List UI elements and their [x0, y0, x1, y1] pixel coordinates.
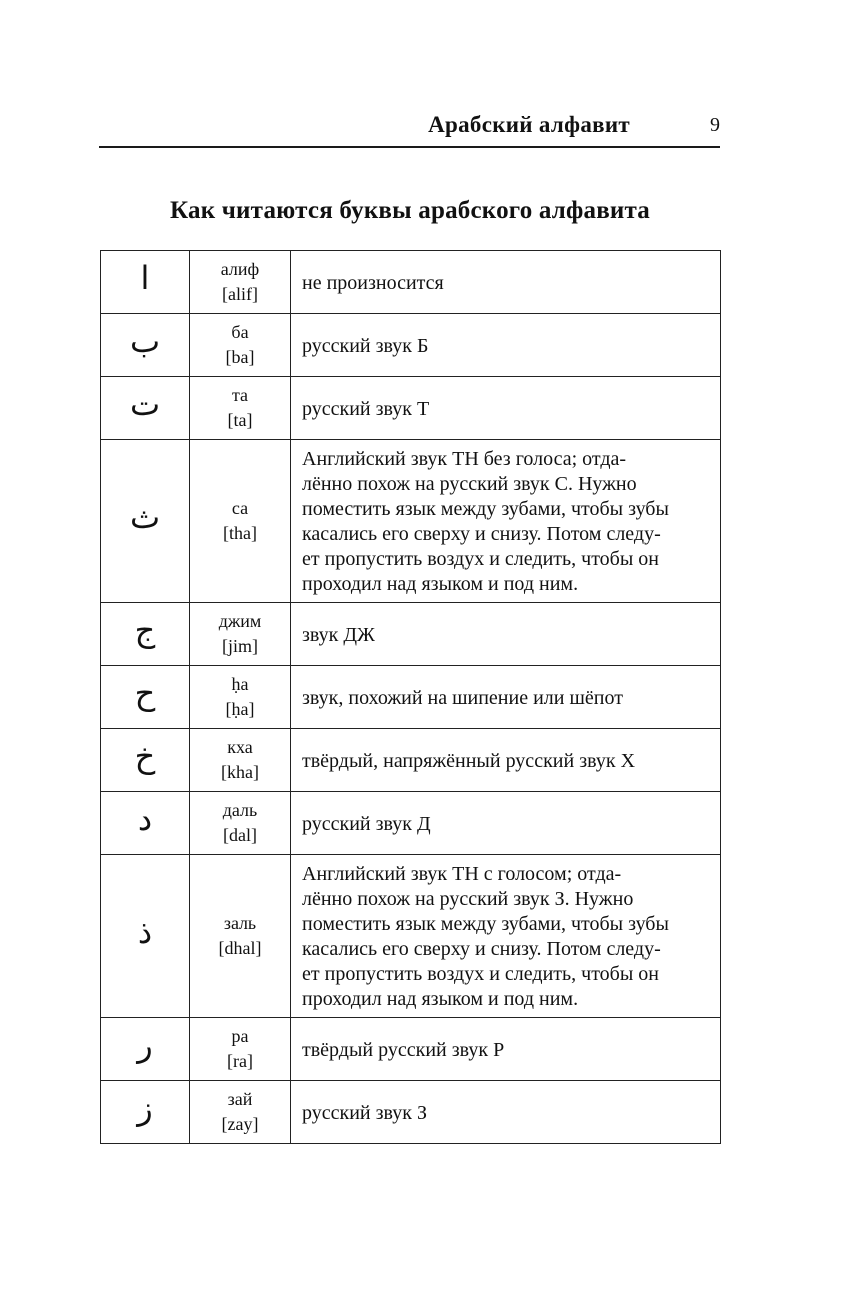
letter-name: джим [218, 611, 262, 631]
letter-name: ра [231, 1026, 249, 1046]
pronunciation-line: звук ДЖ [302, 623, 375, 646]
arabic-letter: ح [134, 674, 156, 712]
arabic-letter: ا [140, 259, 150, 297]
letter-name: ба [231, 322, 249, 342]
pronunciation-line: не произносится [302, 271, 444, 294]
arabic-letter: ب [129, 322, 161, 360]
arabic-letter-cell [101, 666, 190, 729]
pronunciation-line: проходил над языком и под ним. [302, 573, 579, 595]
arabic-letter: د [137, 800, 153, 838]
letter-name: зай [227, 1089, 253, 1109]
pronunciation-line: проходил над языком и под ним. [302, 988, 579, 1010]
letter-name: кха [227, 737, 253, 757]
pronunciation-line: русский звук Д [302, 812, 431, 835]
pronunciation-cell [291, 855, 721, 1018]
pronunciation-text [302, 742, 712, 779]
pronunciation-cell [291, 377, 721, 440]
letter-name: алиф [220, 259, 260, 279]
pronunciation-line: лённо похож на русский звук С. Нужно [302, 473, 637, 495]
arabic-letter-cell [101, 603, 190, 666]
pronunciation-line: русский звук Б [302, 334, 429, 357]
arabic-letter-cell [101, 251, 190, 314]
arabic-letter-cell [101, 1018, 190, 1081]
pronunciation-line: звук, похожий на шипение или шёпот [302, 686, 623, 709]
letter-row [101, 251, 721, 314]
letter-transliteration: [ba] [225, 347, 255, 367]
letter-transliteration: [dal] [223, 825, 257, 845]
letter-row [101, 1081, 721, 1144]
pronunciation-line: касались его сверху и снизу. Потом следу- [302, 523, 661, 545]
pronunciation-text [302, 264, 712, 301]
arabic-letter: ر [137, 1026, 153, 1064]
arabic-letter: ث [129, 498, 161, 536]
letter-name-cell [190, 603, 291, 666]
letter-name-cell [190, 314, 291, 377]
pronunciation-cell [291, 729, 721, 792]
pronunciation-text [302, 390, 712, 427]
letter-name: та [231, 385, 249, 405]
alphabet-table-body [101, 251, 721, 1144]
letter-name-cell [190, 792, 291, 855]
pronunciation-line: ет пропустить воздух и следить, чтобы он [302, 963, 659, 985]
letter-name: ḥа [231, 674, 249, 694]
letter-transliteration: [dhal] [218, 938, 262, 958]
pronunciation-line: ет пропустить воздух и следить, чтобы он [302, 548, 659, 570]
letter-transliteration: [ra] [227, 1051, 253, 1071]
pronunciation-line: русский звук Т [302, 397, 430, 420]
pronunciation-cell [291, 603, 721, 666]
arabic-letter-cell [101, 440, 190, 603]
letter-name: са [231, 498, 249, 518]
page-title: Как читаются буквы арабского алфавита [170, 197, 650, 224]
letter-row [101, 1018, 721, 1081]
letter-name-cell [190, 251, 291, 314]
letter-name-cell [190, 1081, 291, 1144]
letter-transliteration: [ḥa] [225, 699, 255, 719]
letter-row [101, 440, 721, 603]
letter-row [101, 603, 721, 666]
pronunciation-line: твёрдый русский звук Р [302, 1038, 505, 1061]
pronunciation-line: твёрдый, напряжённый русский звук Х [302, 749, 636, 772]
arabic-letter-cell [101, 314, 190, 377]
pronunciation-line: Английский звук TH с голосом; отда- [302, 863, 622, 885]
letter-name-cell [190, 440, 291, 603]
arabic-letter-cell [101, 855, 190, 1018]
pronunciation-cell [291, 666, 721, 729]
letter-row [101, 855, 721, 1018]
pronunciation-text [302, 1094, 712, 1131]
pronunciation-line: русский звук З [302, 1101, 428, 1124]
pronunciation-cell [291, 1018, 721, 1081]
letter-transliteration: [jim] [222, 636, 258, 656]
letter-transliteration: [alif] [222, 284, 258, 304]
pronunciation-line: Английский звук TH без голоса; отда- [302, 448, 627, 470]
arabic-letter: ت [129, 385, 161, 423]
pronunciation-text [302, 805, 712, 842]
pronunciation-text [302, 327, 712, 364]
pronunciation-text [302, 1031, 712, 1068]
pronunciation-text [302, 855, 712, 1017]
pronunciation-text [302, 679, 712, 716]
letter-row [101, 729, 721, 792]
pronunciation-line: поместить язык между зубами, чтобы зубы [302, 913, 669, 935]
letter-transliteration: [ta] [227, 410, 253, 430]
letter-row [101, 314, 721, 377]
arabic-letter-cell [101, 729, 190, 792]
letter-name-cell [190, 1018, 291, 1081]
pronunciation-cell [291, 251, 721, 314]
arabic-letter-cell [101, 1081, 190, 1144]
pronunciation-line: поместить язык между зубами, чтобы зубы [302, 498, 669, 520]
pronunciation-line: касались его сверху и снизу. Потом следу- [302, 938, 661, 960]
letter-transliteration: [kha] [221, 762, 259, 782]
letter-row [101, 792, 721, 855]
pronunciation-cell [291, 440, 721, 603]
arabic-letter-cell [101, 792, 190, 855]
alphabet-table [100, 250, 721, 1144]
running-header [99, 112, 720, 148]
pronunciation-cell [291, 1081, 721, 1144]
pronunciation-text [302, 616, 712, 653]
arabic-letter: خ [134, 737, 156, 775]
pronunciation-cell [291, 314, 721, 377]
letter-row [101, 377, 721, 440]
page-number: 9 [710, 114, 720, 136]
letter-name-cell [190, 666, 291, 729]
arabic-letter: ز [137, 1089, 153, 1127]
letter-name-cell [190, 377, 291, 440]
letter-row [101, 666, 721, 729]
letter-transliteration: [tha] [223, 523, 257, 543]
pronunciation-line: лённо похож на русский звук З. Нужно [302, 888, 634, 910]
running-title: Арабский алфавит [428, 112, 630, 137]
arabic-letter-cell [101, 377, 190, 440]
letter-name-cell [190, 729, 291, 792]
letter-transliteration: [zay] [221, 1114, 259, 1134]
letter-name-cell [190, 855, 291, 1018]
pronunciation-cell [291, 792, 721, 855]
arabic-letter: ذ [137, 913, 153, 951]
arabic-letter: ج [134, 611, 156, 649]
letter-name: даль [222, 800, 258, 820]
pronunciation-text [302, 440, 712, 602]
letter-name: зaль [223, 913, 257, 933]
